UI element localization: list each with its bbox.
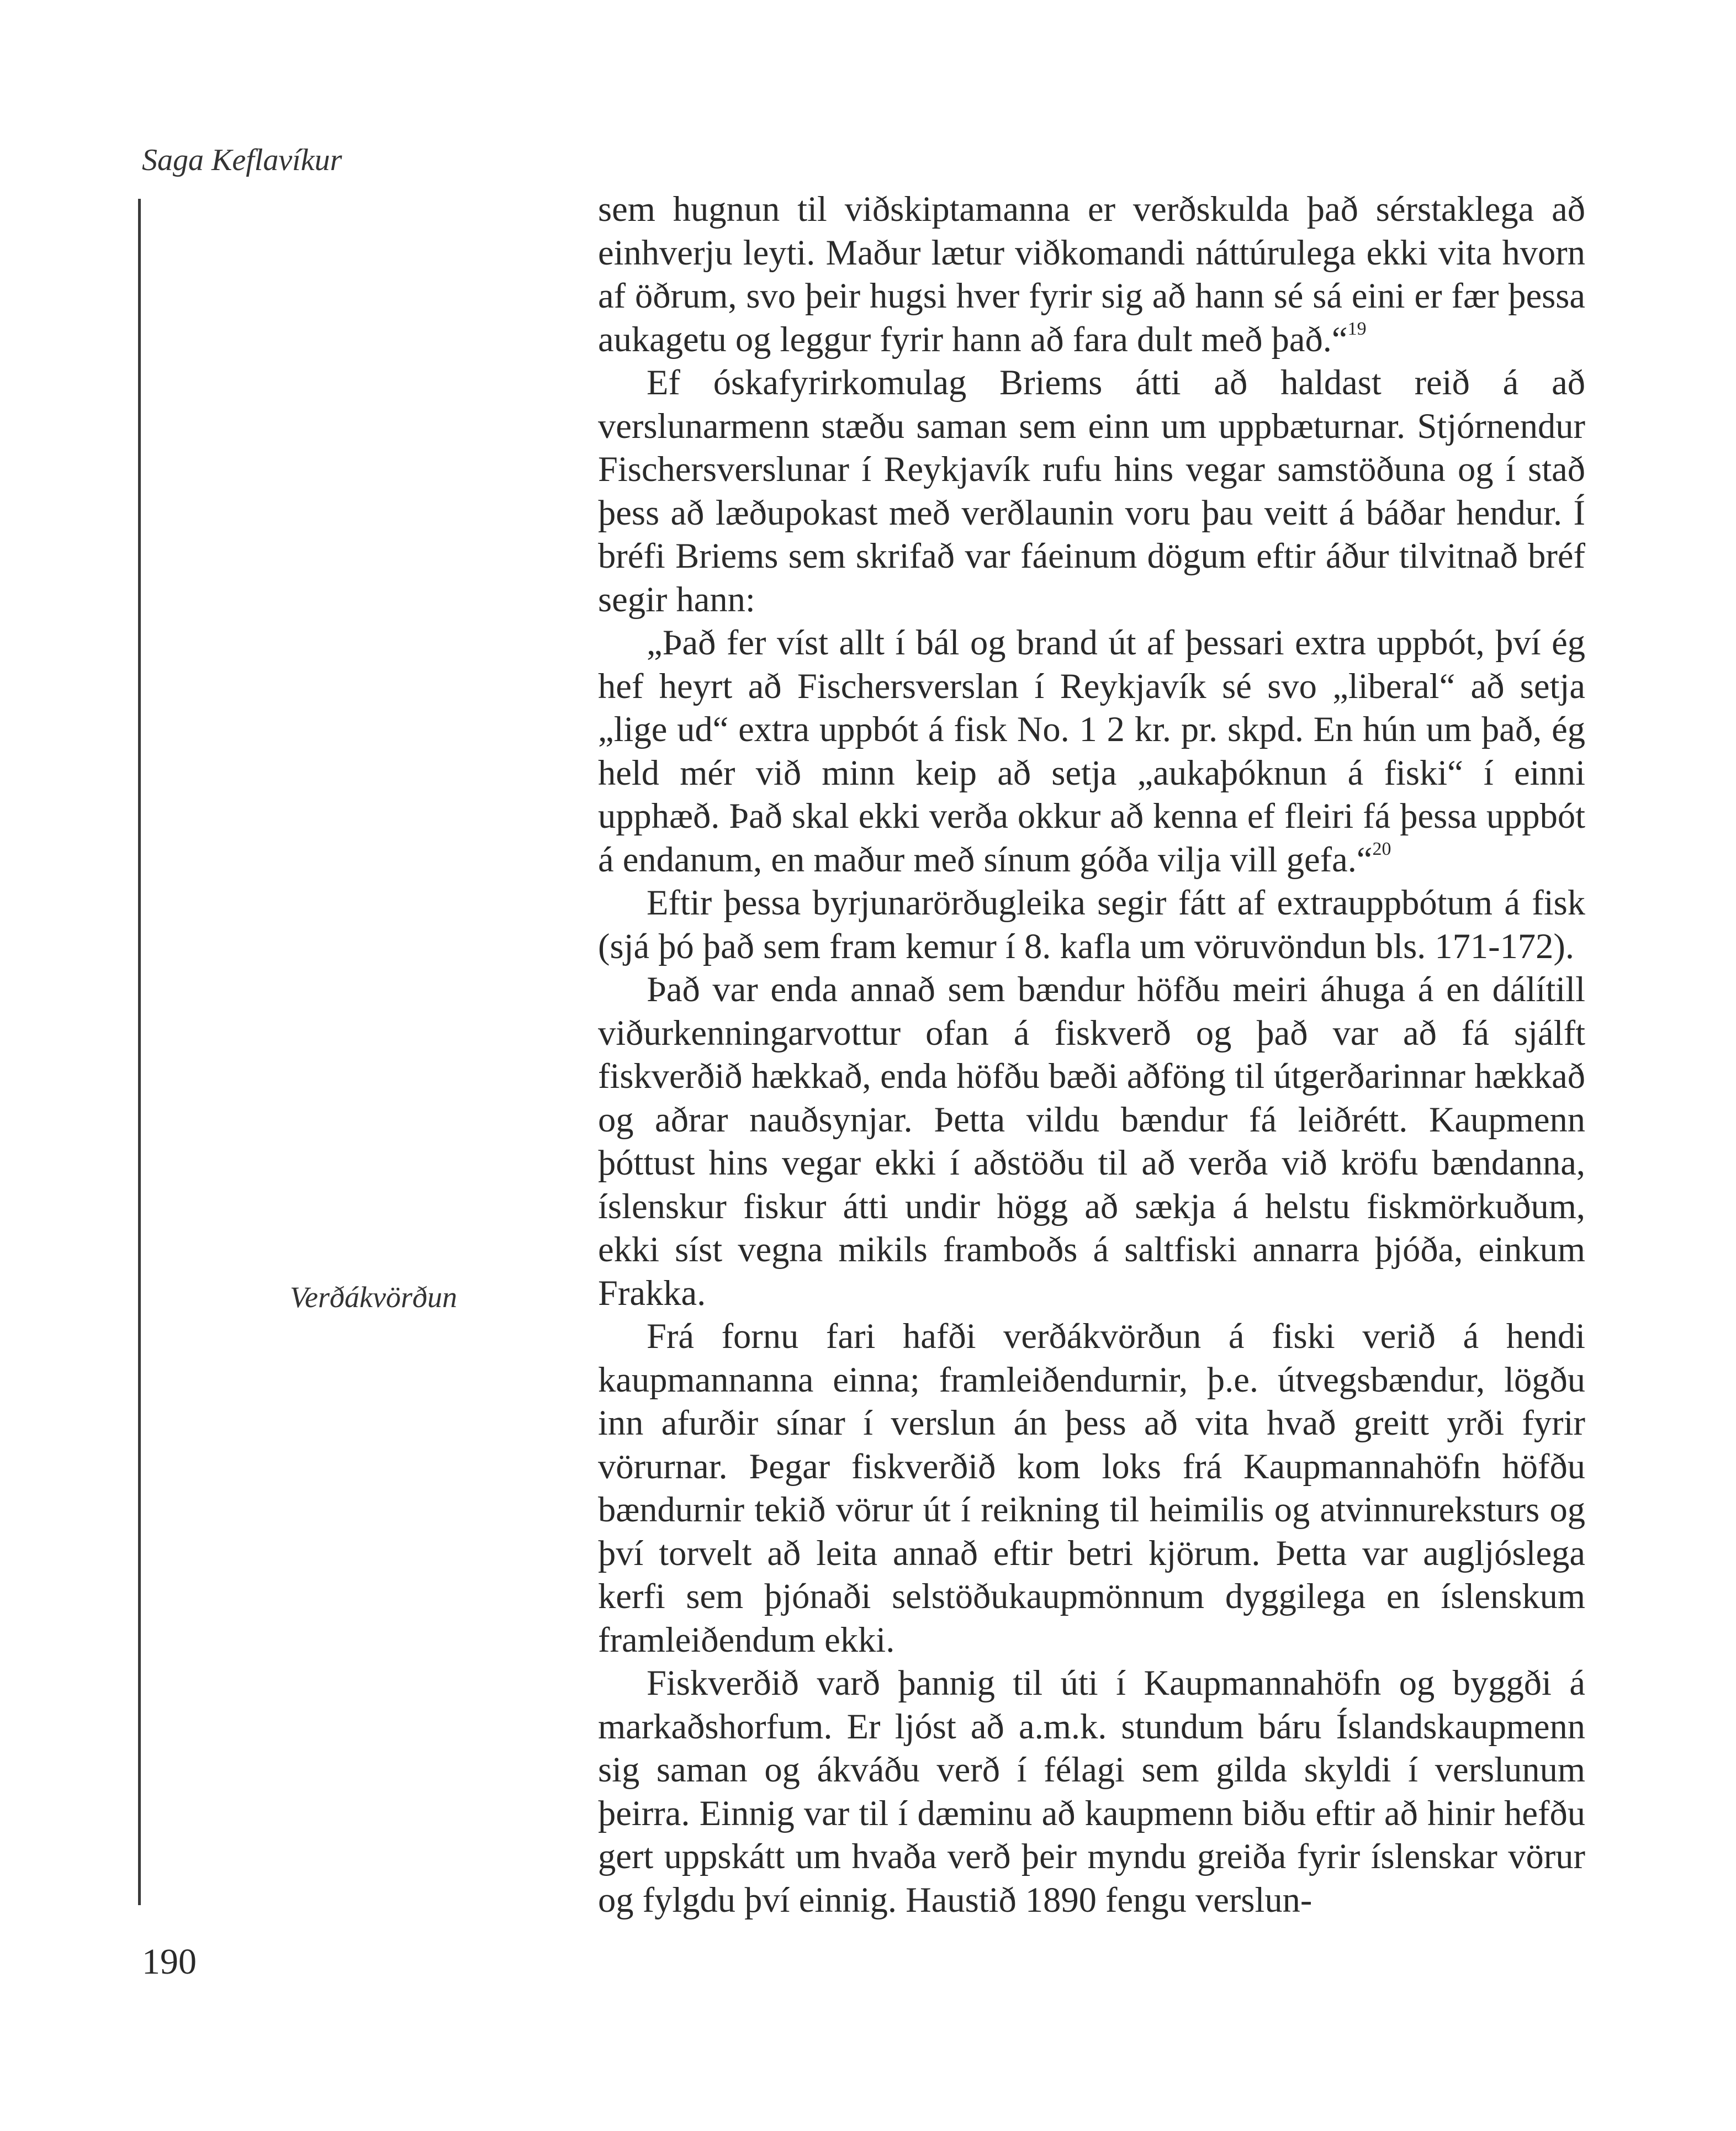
paragraph-text: sem hugnun til viðskiptamanna er verðskulda það sérstaklega að einhverju leyti. Maður lætur viðkomandi náttúrulega ekki vita hvorn af öðrum, svo þeir hugsi hver fyrir sig að hann sé sá eini er fær þessa aukagetu og leggur fyrir hann að fara dult með það.“ [598, 189, 1585, 359]
paragraph [598, 1662, 1585, 1922]
paragraph-text: Frá fornu fari hafði verðákvörðun á fiski verið á hendi kaupmannanna einna; framleiðendurnir, þ.e. útvegsbændur, lögðu inn afurðir sínar í verslun án þess að vita hvað greitt yrði fyrir vörurnar. Þegar fiskverðið kom loks frá Kaupmannahöfn höfðu bændurnir tekið vörur út í reikning til heimilis og atvinnureksturs og því torvelt að leita annað eftir betri kjörum. Þetta var augljóslega kerfi sem þjónaði selstöðukaupmönnum dyggilega en íslenskum framleiðendum ekki. [598, 1316, 1585, 1659]
margin-rule [138, 199, 141, 1905]
body-text [598, 188, 1585, 1922]
margin-note: Verðákvörðun [290, 1281, 457, 1314]
paragraph-text: Fiskverðið varð þannig til úti í Kaupmannahöfn og byggði á markaðshorfum. Er ljóst að a.m.k. stundum báru Íslandskaupmenn sig saman og ákváðu verð í félagi sem gilda skyldi í verslunum þeirra. Einnig var til í dæminu að kaupmenn biðu eftir að hinir hefðu gert uppskátt um hvaða verð þeir myndu greiða fyrir íslenskar vörur og fylgdu því einnig. Haustið 1890 fengu verslun- [598, 1663, 1585, 1920]
paragraph [598, 881, 1585, 968]
paragraph [598, 968, 1585, 1315]
paragraph-text: Það var enda annað sem bændur höfðu meiri áhuga á en dálítill viðurkenningarvottur ofan á fiskverð og það var að fá sjálft fiskverðið hækkað, enda höfðu bæði aðföng til útgerðarinnar hækkað og aðrar nauðsynjar. Þetta vildu bændur fá leiðrétt. Kaupmenn þóttust hins vegar ekki í aðstöðu til að verða við kröfu bændanna, íslenskur fiskur átti undir högg að sækja á helstu fiskmörkuðum, ekki síst vegna mikils framboðs á saltfiski annarra þjóða, einkum Frakka. [598, 970, 1585, 1313]
block-quote [598, 621, 1585, 881]
footnote-marker: 19 [1347, 318, 1367, 339]
running-head: Saga Keflavíkur [142, 143, 342, 177]
quote-text: „Það fer víst allt í bál og brand út af þessari extra uppbót, því ég hef heyrt að Fischersverslan í Reykjavík sé svo „liberal“ að setja „lige ud“ extra uppbót á fisk No. 1 2 kr. pr. skpd. En hún um það, ég held mér við minn keip að setja „aukaþóknun á fiski“ í einni upphæð. Það skal ekki verða okkur að kenna ef fleiri fá þessa uppbót á endanum, en maður með sínum góða vilja vill gefa.“ [598, 623, 1585, 879]
paragraph-text: Eftir þessa byrjunarörðugleika segir fátt af extrauppbótum á fisk (sjá þó það sem fram kemur í 8. kafla um vöruvöndun bls. 171-172). [598, 883, 1585, 966]
paragraph [598, 1315, 1585, 1662]
paragraph [598, 188, 1585, 361]
footnote-marker: 20 [1372, 838, 1391, 859]
paragraph [598, 361, 1585, 621]
page-number: 190 [142, 1942, 197, 1982]
paragraph-text: Ef óskafyrirkomulag Briems átti að haldast reið á að verslunarmenn stæðu saman sem einn um uppbæturnar. Stjórnendur Fischersverslunar í Reykjavík rufu hins vegar samstöðuna og í stað þess að læðupokast með verðlaunin voru þau veitt á báðar hendur. Í bréfi Briems sem skrifað var fáeinum dögum eftir áður tilvitnað bréf segir hann: [598, 363, 1585, 619]
